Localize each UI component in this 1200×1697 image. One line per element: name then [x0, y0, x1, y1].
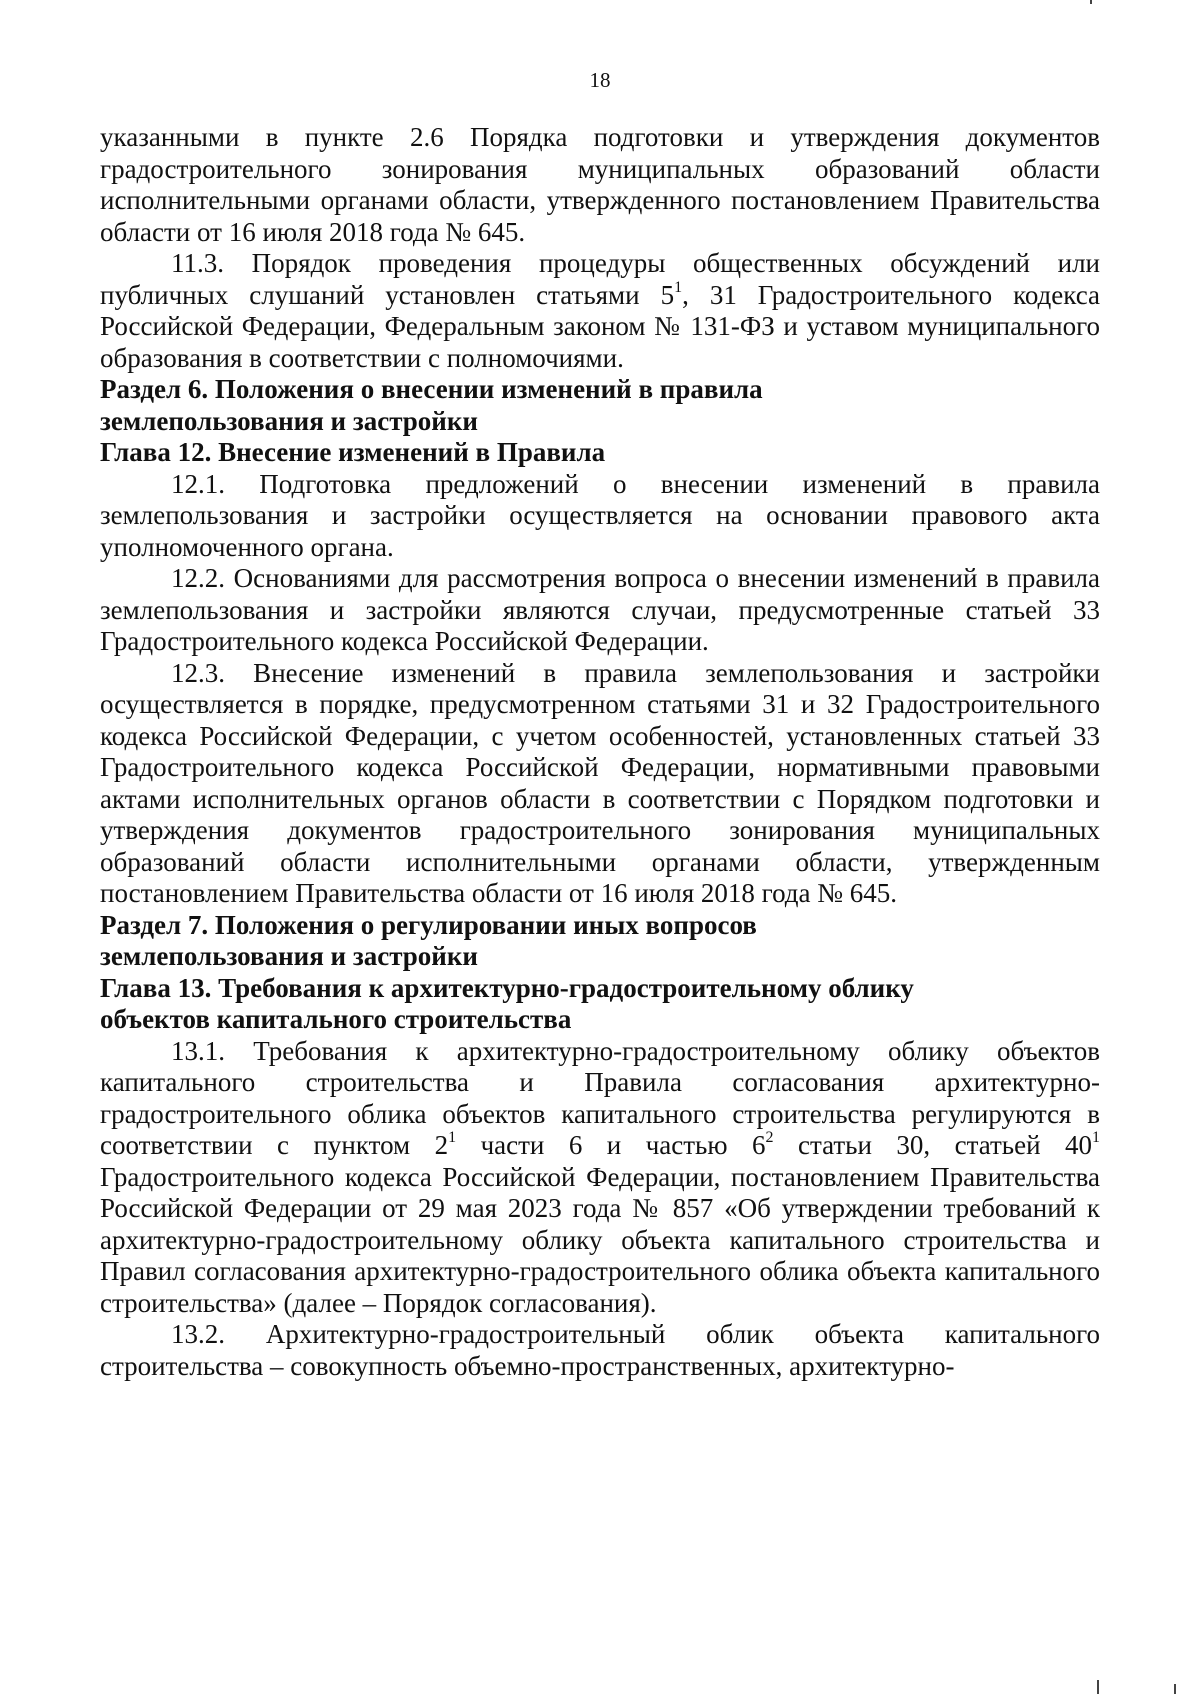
- paragraph-13-1-text-b: части 6 и частью 6: [456, 1130, 766, 1160]
- section-6-heading-line2: землепользования и застройки: [100, 405, 478, 436]
- section-7-heading-line2: землепользования и застройки: [100, 941, 478, 971]
- paragraph-13-2: 13.2. Архитектурно-градостроительный облик объекта капитального строительства – совокупность объемно-пространственных, архитектурно-: [100, 1319, 1100, 1381]
- paragraph-11-3-text-b: , 31 Градостроительного кодекса Российской Федерации, Федеральным законом № 131-ФЗ и уставом муниципального образования в соответствии с полномочиями.: [100, 279, 1100, 373]
- paragraph-intro: указанными в пункте 2.6 Порядка подготовки и утверждения документов градостроительного зонирования муниципальных образований области исполнительными органами области, утвержденного постановлением Правительства области от 16 июля 2018 года № 645.: [100, 122, 1100, 247]
- section-6-heading: [100, 374, 1100, 437]
- paragraph-13-1-text-a: 13.1. Требования к архитектурно-градостроительному облику объектов капитального строительства и Правила согласования архитектурно-градостроительного облика объектов капитального строительства регулируются в соответствии с пунктом 2: [100, 1035, 1100, 1160]
- paragraph-12-3: 12.3. Внесение изменений в правила землепользования и застройки осуществляется в порядке, предусмотренном статьями 31 и 32 Градостроительного кодекса Российской Федерации, с учетом особенностей, установленных статьей 33 Градостроительного кодекса Российской Федерации, нормативными правовыми актами исполнительных органов области в соответствии с Порядком подготовки и утверждения документов градостроительного зонирования муниципальных образований области исполнительными органами области, утвержденным постановлением Правительства области от 16 июля 2018 года № 645.: [100, 657, 1100, 908]
- superscript: 1: [448, 1129, 457, 1146]
- paragraph-13-1-text-d: Градостроительного кодекса Российской Федерации, постановлением Правительства Российской Федерации от 29 мая 2023 года № 857 «Об утверждении требований к архитектурно-градостроительному облику объекта капитального строительства и Правил согласования архитектурно-градостроительного облика объекта капитального строительства» (далее – Порядок согласования).: [100, 1161, 1100, 1318]
- document-body: [100, 122, 1100, 1382]
- scan-mark: [1097, 1680, 1099, 1694]
- paragraph-12-2: 12.2. Основаниями для рассмотрения вопроса о внесении изменений в правила землепользования и застройки являются случаи, предусмотренные статьей 33 Градостроительного кодекса Российской Федерации.: [100, 563, 1100, 656]
- paragraph-13-1: [100, 1036, 1100, 1320]
- chapter-12-heading-line1: Глава 12. Внесение изменений в Правила: [100, 437, 606, 467]
- section-7-heading: [100, 910, 1100, 973]
- section-7-heading-line1: Раздел 7. Положения о регулировании иных вопросов: [100, 909, 757, 940]
- page-number: 18: [589, 68, 611, 92]
- paragraph-11-3: [100, 248, 1100, 374]
- chapter-13-heading: [100, 973, 1100, 1036]
- paragraph-13-1-text-c: статьи 30, статьей 40: [773, 1130, 1092, 1160]
- chapter-13-heading-line2: объектов капитального строительства: [100, 1004, 572, 1034]
- paragraph-11-3-text-a: 11.3. Порядок проведения процедуры общественных обсуждений или публичных слушаний установлен статьями 5: [100, 248, 1100, 310]
- scan-mark: [1090, 0, 1092, 4]
- section-6-heading-line1: Раздел 6. Положения о внесении изменений в правила: [100, 374, 763, 404]
- superscript: 1: [1092, 1129, 1100, 1146]
- scan-mark: [1174, 1684, 1176, 1694]
- chapter-12-heading: [100, 437, 1100, 469]
- superscript: 2: [765, 1129, 774, 1146]
- chapter-13-heading-line1: Глава 13. Требования к архитектурно-градостроительному облику: [100, 972, 914, 1003]
- superscript: 1: [674, 278, 683, 296]
- paragraph-12-1: 12.1. Подготовка предложений о внесении изменений в правила землепользования и застройки осуществляется на основании правового акта уполномоченного органа.: [100, 468, 1100, 562]
